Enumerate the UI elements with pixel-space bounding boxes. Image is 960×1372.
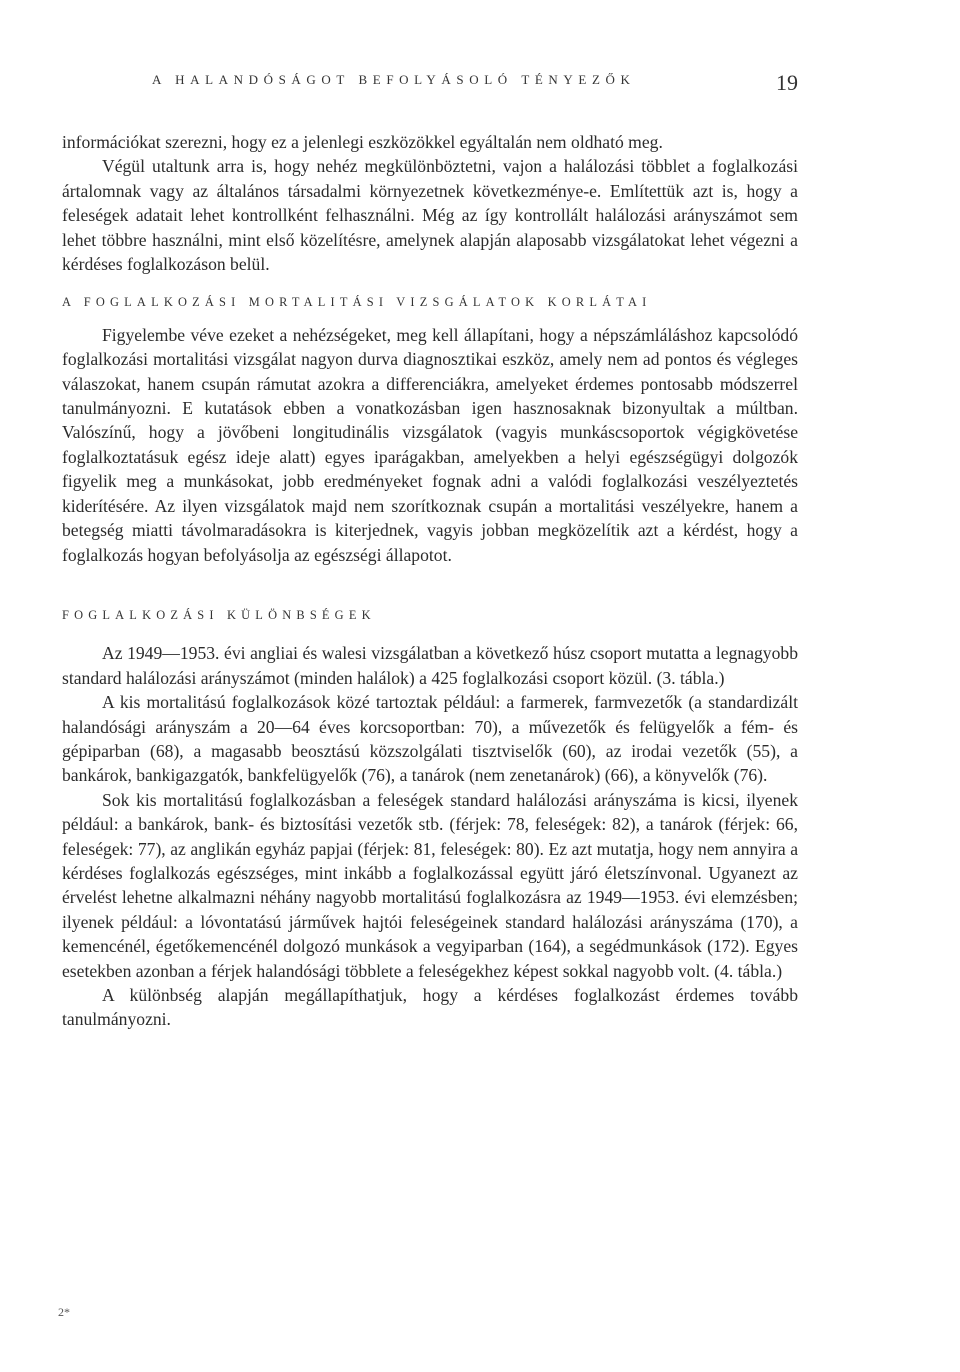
document-page	[62, 0, 798, 1372]
paragraph: A különbség alapján megállapíthatjuk, hogy a kérdéses foglalkozást érdemes tovább tanulmányozni.	[62, 985, 798, 1030]
running-title: A HALANDÓSÁGOT BEFOLYÁSOLÓ TÉNYEZŐK	[152, 72, 636, 87]
paragraph: Figyelembe véve ezeket a nehézségeket, meg kell állapítani, hogy a népszámláláshoz kapcsolódó foglalkozási mortalitási vizsgálat nagyon durva diagnosztikai eszköz, amely nem ad pontos és végleges válaszokat, hanem csupán rámutat azokra a differenciákra, amelyeket érdemes pontosabb módszerrel tanulmányozni. E kutatások ebben a vonatkozásban igen hasznosaknak bizonyultak a múltban. Valószínű, hogy a jövőbeni longitudinális vizsgálatok (vagyis munkáscsoportok végigkövetése foglalkoztatásuk egész ideje alatt) egyes iparágakban, amelyekben a helyi egészségügyi dolgozók figyelik meg a munkásokat, jobb eredményeket fognak adni a valódi foglalkozási veszélyeztetés kiderítésére. Az ilyen vizsgálatok majd nem szorítkoznak csupán a mortalitási veszélyekre, hanem a betegség miatti távolmaradásokra is kiterjednek, vagyis jobban megközelítik azt a kérdést, hogy a foglalkozás hogyan befolyásolja az egészségi állapotot.	[62, 324, 798, 565]
body-text	[62, 130, 798, 1032]
signature-mark: 2*	[58, 1305, 70, 1319]
paragraph: A kis mortalitású foglalkozások közé tartoztak például: a farmerek, farmvezetők (a standardizált halandósági arányszám a 20—64 éves korcsoportban: 70), a művezetők és felügyelők a fém- és gépiparban (68), a magasabb beosztású közszolgálati tisztviselők (60), az irodai vezetők (55), a bankárok, bankigazgatók, bankfelügyelők (76), a tanárok (nem zenetanárok) (66), a könyvelők (76).	[62, 692, 798, 786]
paragraph: információkat szerezni, hogy ez a jelenlegi eszközökkel egyáltalán nem oldható meg.	[62, 132, 663, 152]
page-number: 19	[776, 70, 798, 95]
section-heading: FOGLALKOZÁSI KÜLÖNBSÉGEK	[62, 607, 376, 622]
paragraph: Sok kis mortalitású foglalkozásban a feleségek standard halálozási arányszáma is kicsi, ilyenek például: a bankárok, bank- és biztosítási vezetők stb. (férjek: 78, feleségek: 82), a tanárok (férjek: 66, feleségek: 77), az anglikán egyház papjai (férjek: 81, feleségek: 80). Ez azt mutatja, hogy nem annyira a kérdéses foglalkozás egészséges, mint inkább a foglalkozással együtt járó életszínvonal. Ugyanezt az érvelést lehetne alkalmazni néhány nagyobb mortalitású foglalkozásra az 1949—1953. évi elemzésben; ilyenek például: a lóvontatású járművek hajtói feleségeinek standard halálozási arányszáma (170), a kemencénél, égetőkemencénél dolgozó munkások a vegyiparban (164), a segédmunkások (172). Egyes esetekben azonban a férjek halandósági többlete a feleségekhez képest sokkal nagyobb volt. (4. tábla.)	[62, 789, 798, 981]
section-heading: A FOGLALKOZÁSI MORTALITÁSI VIZSGÁLATOK KORLÁTAI	[62, 295, 652, 310]
paragraph: Végül utaltunk arra is, hogy nehéz megkülönböztetni, vajon a halálozási többlet a foglalkozási ártalomnak vagy az általános társadalmi környezetnek következménye-e. Említettük azt is, hogy a feleségek adatait lehet kontrollként felhasználni. Még az így kontrollált halálozási arányszámot sem lehet többre használni, mint első közelítésre, amelynek alapján alaposabb vizsgálatokat lehet végezni a kérdéses foglalkozáson belül.	[62, 156, 798, 275]
paragraph: Az 1949—1953. évi angliai és walesi vizsgálatban a következő húsz csoport mutatta a legnagyobb standard halálozási arányszámot (minden halálok) a 425 foglalkozási csoport közül. (3. tábla.)	[62, 643, 798, 688]
